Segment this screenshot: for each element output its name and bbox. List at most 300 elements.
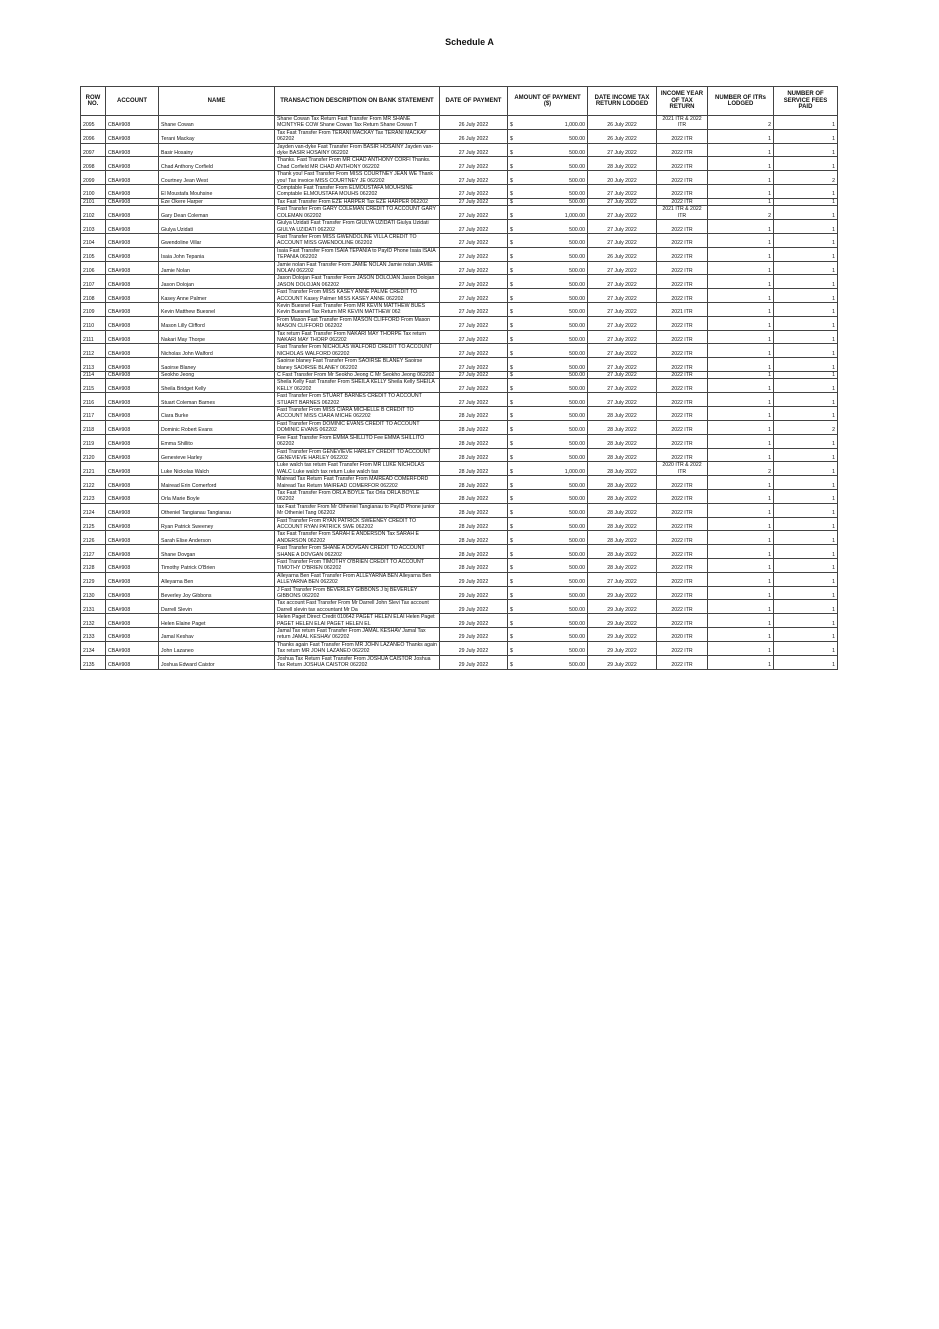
amount-value: 500.00 (569, 364, 585, 371)
payment-date-cell: 29 July 2022 (440, 655, 508, 669)
currency-symbol: $ (510, 226, 513, 233)
account-cell: CBA#908 (106, 171, 159, 185)
table-row (81, 448, 838, 462)
description-cell: Fast Transfer From STUART BARNES CREDIT TO ACCOUNT STUART BARNES 062202 (275, 393, 440, 407)
income-year-cell: 2022 ITR (657, 143, 708, 157)
table-row (81, 559, 838, 573)
amount-value: 500.00 (569, 496, 585, 503)
row-number: 2103 (81, 220, 106, 234)
itrs-lodged-cell: 1 (708, 358, 774, 372)
payment-date-cell: 27 July 2022 (440, 316, 508, 330)
lodged-date-cell: 27 July 2022 (588, 233, 657, 247)
column-header: TRANSACTION DESCRIPTION ON BANK STATEMENT (275, 87, 440, 116)
itrs-lodged-cell: 1 (708, 628, 774, 642)
itrs-lodged-cell: 1 (708, 476, 774, 490)
payment-date-cell: 29 July 2022 (440, 600, 508, 614)
name-cell: Darrell Slevin (159, 600, 275, 614)
itrs-lodged-cell: 1 (708, 572, 774, 586)
lodged-date-cell: 27 July 2022 (588, 261, 657, 275)
itrs-lodged-cell: 1 (708, 275, 774, 289)
fees-paid-cell: 1 (774, 372, 838, 379)
name-cell: Eze Okere Harper (159, 198, 275, 205)
column-header: DATE OF PAYMENT (440, 87, 508, 116)
currency-symbol: $ (510, 662, 513, 669)
currency-symbol: $ (510, 212, 513, 219)
table-row (81, 233, 838, 247)
amount-cell (508, 330, 588, 344)
name-cell: El Moustafa Mouhsine (159, 185, 275, 199)
amount-cell (508, 545, 588, 559)
lodged-date-cell: 28 July 2022 (588, 545, 657, 559)
income-year-cell: 2022 ITR (657, 275, 708, 289)
name-cell: Sheila Bridget Kelly (159, 379, 275, 393)
lodged-date-cell: 27 July 2022 (588, 393, 657, 407)
income-year-cell: 2022 ITR (657, 289, 708, 303)
account-cell: CBA#908 (106, 641, 159, 655)
itrs-lodged-cell: 1 (708, 641, 774, 655)
income-year-cell: 2022 ITR (657, 614, 708, 628)
fees-paid-cell: 1 (774, 448, 838, 462)
itrs-lodged-cell: 1 (708, 420, 774, 434)
description-cell: Kevin Buesnel Fast Transfer From MR KEVIN MATTHEW BUES Kevin Buesnel Tax Return MR KEVIN MATTHEW 062 (275, 302, 440, 316)
itrs-lodged-cell: 1 (708, 379, 774, 393)
payment-date-cell: 27 July 2022 (440, 233, 508, 247)
itrs-lodged-cell: 1 (708, 393, 774, 407)
table-row (81, 503, 838, 517)
income-year-cell: 2022 ITR (657, 330, 708, 344)
lodged-date-cell: 27 July 2022 (588, 302, 657, 316)
row-number: 2102 (81, 206, 106, 220)
description-cell: Saoirse blaney Fast Transfer From SAOIRSE BLANEY Saoirse blaney SAOIRSE BLANEY 062202 (275, 358, 440, 372)
amount-cell (508, 586, 588, 600)
table-row (81, 641, 838, 655)
amount-cell (508, 420, 588, 434)
description-cell: Alleyarna Ben Fast Transfer From ALLEYARNA BEN Alleyarna Ben ALLEYARNA BEN 062202 (275, 572, 440, 586)
income-year-cell: 2022 ITR (657, 434, 708, 448)
lodged-date-cell: 26 July 2022 (588, 129, 657, 143)
income-year-cell: 2022 ITR (657, 448, 708, 462)
payment-date-cell: 27 July 2022 (440, 220, 508, 234)
lodged-date-cell: 27 July 2022 (588, 220, 657, 234)
itrs-lodged-cell: 2 (708, 462, 774, 476)
amount-cell (508, 116, 588, 130)
amount-value: 500.00 (569, 523, 585, 530)
lodged-date-cell: 26 July 2022 (588, 247, 657, 261)
amount-value: 500.00 (569, 606, 585, 613)
income-year-cell: 2022 ITR (657, 559, 708, 573)
amount-cell (508, 344, 588, 358)
row-number: 2129 (81, 572, 106, 586)
name-cell: Stuart Coleman Barnes (159, 393, 275, 407)
amount-cell (508, 489, 588, 503)
itrs-lodged-cell: 1 (708, 129, 774, 143)
currency-symbol: $ (510, 523, 513, 530)
payment-date-cell: 26 July 2022 (440, 129, 508, 143)
fees-paid-cell: 1 (774, 379, 838, 393)
table-row (81, 586, 838, 600)
lodged-date-cell: 28 July 2022 (588, 559, 657, 573)
table-row (81, 489, 838, 503)
amount-cell (508, 531, 588, 545)
fees-paid-cell: 1 (774, 358, 838, 372)
name-cell: Giulya Uzidati (159, 220, 275, 234)
currency-symbol: $ (510, 634, 513, 641)
amount-value: 500.00 (569, 454, 585, 461)
itrs-lodged-cell: 1 (708, 489, 774, 503)
row-number: 2104 (81, 233, 106, 247)
income-year-cell: 2022 ITR (657, 503, 708, 517)
currency-symbol: $ (510, 323, 513, 330)
currency-symbol: $ (510, 468, 513, 475)
currency-symbol: $ (510, 177, 513, 184)
table-row (81, 289, 838, 303)
income-year-cell: 2021 ITR & 2022 ITR (657, 116, 708, 130)
fees-paid-cell: 1 (774, 393, 838, 407)
table-row (81, 517, 838, 531)
description-cell: Fee Fast Transfer From EMMA SHILLITO Fee EMMA SHILLITO 062202 (275, 434, 440, 448)
column-header: DATE INCOME TAX RETURN LODGED (588, 87, 657, 116)
currency-symbol: $ (510, 309, 513, 316)
table-row (81, 116, 838, 130)
amount-value: 500.00 (569, 551, 585, 558)
income-year-cell: 2022 ITR (657, 316, 708, 330)
header-row (81, 87, 838, 116)
payment-date-cell: 28 July 2022 (440, 476, 508, 490)
table-body (81, 116, 838, 670)
lodged-date-cell: 28 July 2022 (588, 531, 657, 545)
table-row (81, 420, 838, 434)
payment-date-cell: 27 July 2022 (440, 302, 508, 316)
itrs-lodged-cell: 1 (708, 559, 774, 573)
row-number: 2122 (81, 476, 106, 490)
lodged-date-cell: 27 July 2022 (588, 275, 657, 289)
amount-cell (508, 559, 588, 573)
currency-symbol: $ (510, 606, 513, 613)
lodged-date-cell: 28 July 2022 (588, 407, 657, 421)
table-row (81, 206, 838, 220)
amount-cell (508, 655, 588, 669)
amount-cell (508, 143, 588, 157)
name-cell: Gary Dean Coleman (159, 206, 275, 220)
table-row (81, 545, 838, 559)
table-row (81, 628, 838, 642)
description-cell: Joshua Tax Return Fast Transfer From JOSHUA CAISTOR Joshua Tax Return JOSHUA CAISTOR 062202 (275, 655, 440, 669)
income-year-cell: 2022 ITR (657, 517, 708, 531)
amount-cell (508, 628, 588, 642)
account-cell: CBA#908 (106, 275, 159, 289)
lodged-date-cell: 27 July 2022 (588, 330, 657, 344)
amount-value: 500.00 (569, 281, 585, 288)
account-cell: CBA#908 (106, 372, 159, 379)
lodged-date-cell: 29 July 2022 (588, 614, 657, 628)
name-cell: Mairead Erin Comerford (159, 476, 275, 490)
currency-symbol: $ (510, 254, 513, 261)
lodged-date-cell: 29 July 2022 (588, 586, 657, 600)
lodged-date-cell: 28 July 2022 (588, 448, 657, 462)
table-row (81, 275, 838, 289)
account-cell: CBA#908 (106, 420, 159, 434)
amount-cell (508, 476, 588, 490)
amount-value: 500.00 (569, 648, 585, 655)
name-cell: Joshua Edward Caistor (159, 655, 275, 669)
amount-cell (508, 379, 588, 393)
payment-date-cell: 28 July 2022 (440, 489, 508, 503)
column-header: NAME (159, 87, 275, 116)
payment-date-cell: 29 July 2022 (440, 641, 508, 655)
lodged-date-cell: 27 July 2022 (588, 358, 657, 372)
itrs-lodged-cell: 1 (708, 330, 774, 344)
currency-symbol: $ (510, 198, 513, 205)
row-number: 2097 (81, 143, 106, 157)
amount-value: 500.00 (569, 537, 585, 544)
amount-cell (508, 261, 588, 275)
payment-date-cell: 28 July 2022 (440, 448, 508, 462)
column-header: NUMBER OF SERVICE FEES PAID (774, 87, 838, 116)
description-cell: Thanks. Fast Transfer From MR CHAD ANTHONY CORFI Thanks. Chad Corfield MR CHAD ANTHONY 062202 (275, 157, 440, 171)
column-header: INCOME YEAR OF TAX RETURN (657, 87, 708, 116)
income-year-cell: 2022 ITR (657, 171, 708, 185)
description-cell: Fast Transfer From SHANE A DOVGAN CREDIT TO ACCOUNT SHANE A DOVGAN 062202 (275, 545, 440, 559)
fees-paid-cell: 1 (774, 614, 838, 628)
row-number: 2131 (81, 600, 106, 614)
amount-value: 500.00 (569, 441, 585, 448)
income-year-cell: 2022 ITR (657, 586, 708, 600)
row-number: 2132 (81, 614, 106, 628)
currency-symbol: $ (510, 281, 513, 288)
lodged-date-cell: 29 July 2022 (588, 600, 657, 614)
payment-date-cell: 28 July 2022 (440, 517, 508, 531)
account-cell: CBA#908 (106, 233, 159, 247)
fees-paid-cell: 1 (774, 185, 838, 199)
name-cell: Dominic Robert Evans (159, 420, 275, 434)
table-row (81, 393, 838, 407)
amount-value: 500.00 (569, 620, 585, 627)
account-cell: CBA#908 (106, 316, 159, 330)
row-number: 2100 (81, 185, 106, 199)
payment-date-cell: 28 July 2022 (440, 531, 508, 545)
currency-symbol: $ (510, 267, 513, 274)
amount-value: 500.00 (569, 198, 585, 205)
table-row (81, 220, 838, 234)
fees-paid-cell: 1 (774, 407, 838, 421)
account-cell: CBA#908 (106, 330, 159, 344)
payment-date-cell: 27 July 2022 (440, 143, 508, 157)
itrs-lodged-cell: 1 (708, 220, 774, 234)
name-cell: Jamie Nolan (159, 261, 275, 275)
amount-value: 500.00 (569, 593, 585, 600)
row-number: 2095 (81, 116, 106, 130)
account-cell: CBA#908 (106, 302, 159, 316)
name-cell: Chad Anthony Corfield (159, 157, 275, 171)
itrs-lodged-cell: 2 (708, 116, 774, 130)
amount-value: 500.00 (569, 226, 585, 233)
payment-date-cell: 29 July 2022 (440, 628, 508, 642)
itrs-lodged-cell: 1 (708, 614, 774, 628)
payment-date-cell: 27 July 2022 (440, 247, 508, 261)
row-number: 2134 (81, 641, 106, 655)
description-cell: Fast Transfer From MISS GWENDOLINE VILLA CREDIT TO ACCOUNT MISS GWENDOLINE 062202 (275, 233, 440, 247)
income-year-cell: 2022 ITR (657, 344, 708, 358)
fees-paid-cell: 1 (774, 275, 838, 289)
itrs-lodged-cell: 1 (708, 171, 774, 185)
amount-cell (508, 434, 588, 448)
amount-value: 500.00 (569, 579, 585, 586)
account-cell: CBA#908 (106, 489, 159, 503)
fees-paid-cell: 1 (774, 476, 838, 490)
name-cell: Kevin Matthew Buesnel (159, 302, 275, 316)
name-cell: Ryan Patrick Sweeney (159, 517, 275, 531)
fees-paid-cell: 1 (774, 586, 838, 600)
itrs-lodged-cell: 1 (708, 372, 774, 379)
lodged-date-cell: 27 July 2022 (588, 372, 657, 379)
currency-symbol: $ (510, 593, 513, 600)
income-year-cell: 2022 ITR (657, 129, 708, 143)
account-cell: CBA#908 (106, 572, 159, 586)
fees-paid-cell: 2 (774, 171, 838, 185)
fees-paid-cell: 1 (774, 641, 838, 655)
row-number: 2123 (81, 489, 106, 503)
itrs-lodged-cell: 1 (708, 143, 774, 157)
itrs-lodged-cell: 1 (708, 531, 774, 545)
name-cell: Shane Cowan (159, 116, 275, 130)
amount-cell (508, 358, 588, 372)
column-header: AMOUNT OF PAYMENT ($) (508, 87, 588, 116)
description-cell: Fast Transfer From GENEVIEVE HARLEY CREDIT TO ACCOUNT GENEVIEVE HARLEY 062202 (275, 448, 440, 462)
account-cell: CBA#908 (106, 628, 159, 642)
table-row (81, 247, 838, 261)
fees-paid-cell: 1 (774, 628, 838, 642)
column-header: ACCOUNT (106, 87, 159, 116)
row-number: 2117 (81, 407, 106, 421)
account-cell: CBA#908 (106, 503, 159, 517)
name-cell: Jamal Keshav (159, 628, 275, 642)
account-cell: CBA#908 (106, 476, 159, 490)
row-number: 2114 (81, 372, 106, 379)
currency-symbol: $ (510, 150, 513, 157)
lodged-date-cell: 27 July 2022 (588, 198, 657, 205)
table-row (81, 261, 838, 275)
fees-paid-cell: 2 (774, 420, 838, 434)
payment-date-cell: 27 July 2022 (440, 171, 508, 185)
row-number: 2121 (81, 462, 106, 476)
fees-paid-cell: 1 (774, 233, 838, 247)
name-cell: Genevieve Harley (159, 448, 275, 462)
income-year-cell: 2022 ITR (657, 572, 708, 586)
currency-symbol: $ (510, 454, 513, 461)
account-cell: CBA#908 (106, 448, 159, 462)
currency-symbol: $ (510, 482, 513, 489)
row-number: 2108 (81, 289, 106, 303)
income-year-cell: 2020 ITR (657, 628, 708, 642)
itrs-lodged-cell: 1 (708, 517, 774, 531)
fees-paid-cell: 1 (774, 572, 838, 586)
row-number: 2116 (81, 393, 106, 407)
description-cell: Fast Transfer From MISS CIARA MICHELLE B CREDIT TO ACCOUNT MISS CIARA MICHE 062202 (275, 407, 440, 421)
currency-symbol: $ (510, 579, 513, 586)
table-row (81, 330, 838, 344)
amount-cell (508, 171, 588, 185)
itrs-lodged-cell: 1 (708, 448, 774, 462)
table-row (81, 655, 838, 669)
payment-date-cell: 27 July 2022 (440, 206, 508, 220)
table-row (81, 344, 838, 358)
amount-value: 500.00 (569, 177, 585, 184)
amount-cell (508, 372, 588, 379)
fees-paid-cell: 1 (774, 289, 838, 303)
fees-paid-cell: 1 (774, 198, 838, 205)
itrs-lodged-cell: 1 (708, 289, 774, 303)
income-year-cell: 2022 ITR (657, 476, 708, 490)
itrs-lodged-cell: 2 (708, 206, 774, 220)
income-year-cell: 2022 ITR (657, 247, 708, 261)
row-number: 2096 (81, 129, 106, 143)
amount-value: 500.00 (569, 482, 585, 489)
table-row (81, 129, 838, 143)
account-cell: CBA#908 (106, 198, 159, 205)
fees-paid-cell: 1 (774, 531, 838, 545)
name-cell: Jason Dolojan (159, 275, 275, 289)
column-header: ROW NO. (81, 87, 106, 116)
row-number: 2099 (81, 171, 106, 185)
description-cell: C Fast Transfer From Mr Seokho Jeong C Mr Seokho Jeong 062202 (275, 372, 440, 379)
fees-paid-cell: 1 (774, 559, 838, 573)
currency-symbol: $ (510, 648, 513, 655)
lodged-date-cell: 28 July 2022 (588, 462, 657, 476)
amount-value: 500.00 (569, 510, 585, 517)
amount-value: 500.00 (569, 372, 585, 379)
lodged-date-cell: 27 July 2022 (588, 206, 657, 220)
income-year-cell: 2022 ITR (657, 545, 708, 559)
amount-value: 500.00 (569, 413, 585, 420)
table-row (81, 407, 838, 421)
currency-symbol: $ (510, 441, 513, 448)
account-cell: CBA#908 (106, 129, 159, 143)
description-cell: Shane Cowan Tax Return Fast Transfer From MR SHANE MCINTYRE COW Shane Cowan Tax Return Shane Cowan T (275, 116, 440, 130)
fees-paid-cell: 1 (774, 600, 838, 614)
payment-date-cell: 27 July 2022 (440, 330, 508, 344)
row-number: 2112 (81, 344, 106, 358)
lodged-date-cell: 28 July 2022 (588, 517, 657, 531)
fees-paid-cell: 1 (774, 344, 838, 358)
itrs-lodged-cell: 1 (708, 316, 774, 330)
name-cell: Mason Lilly Clifford (159, 316, 275, 330)
name-cell: Timothy Patrick O'Brien (159, 559, 275, 573)
name-cell: Seokho Jeong (159, 372, 275, 379)
schedule-table (80, 86, 838, 670)
payment-date-cell: 27 July 2022 (440, 379, 508, 393)
description-cell: Jayden van-dyke Fast Transfer From BASIR HOSAINY Jayden van-dyke BASIR HOSAINY 062202 (275, 143, 440, 157)
table-row (81, 600, 838, 614)
name-cell: Saoirse Blaney (159, 358, 275, 372)
row-number: 2107 (81, 275, 106, 289)
amount-value: 500.00 (569, 309, 585, 316)
name-cell: Luke Nickolas Walch (159, 462, 275, 476)
lodged-date-cell: 27 July 2022 (588, 316, 657, 330)
table-row (81, 476, 838, 490)
lodged-date-cell: 29 July 2022 (588, 655, 657, 669)
payment-date-cell: 28 July 2022 (440, 407, 508, 421)
income-year-cell: 2022 ITR (657, 407, 708, 421)
description-cell: Jamie nolan Fast Transfer From JAMIE NOLAN Jamie nolan JAMIE NOLAN 062202 (275, 261, 440, 275)
fees-paid-cell: 1 (774, 143, 838, 157)
description-cell: Comptable Fast Transfer From ELMOUSTAFA MOUHSINE Comptable ELMOUSTAFA MOUHS 062202 (275, 185, 440, 199)
description-cell: Fast Transfer From RYAN PATRICK SWEENEY CREDIT TO ACCOUNT RYAN PATRICK SWE 062202 (275, 517, 440, 531)
description-cell: Tax Fast Transfer From ORLA BOYLE Tax Orla ORLA BOYLE 062202 (275, 489, 440, 503)
lodged-date-cell: 27 July 2022 (588, 143, 657, 157)
name-cell: Ciara Burke (159, 407, 275, 421)
account-cell: CBA#908 (106, 344, 159, 358)
itrs-lodged-cell: 1 (708, 198, 774, 205)
